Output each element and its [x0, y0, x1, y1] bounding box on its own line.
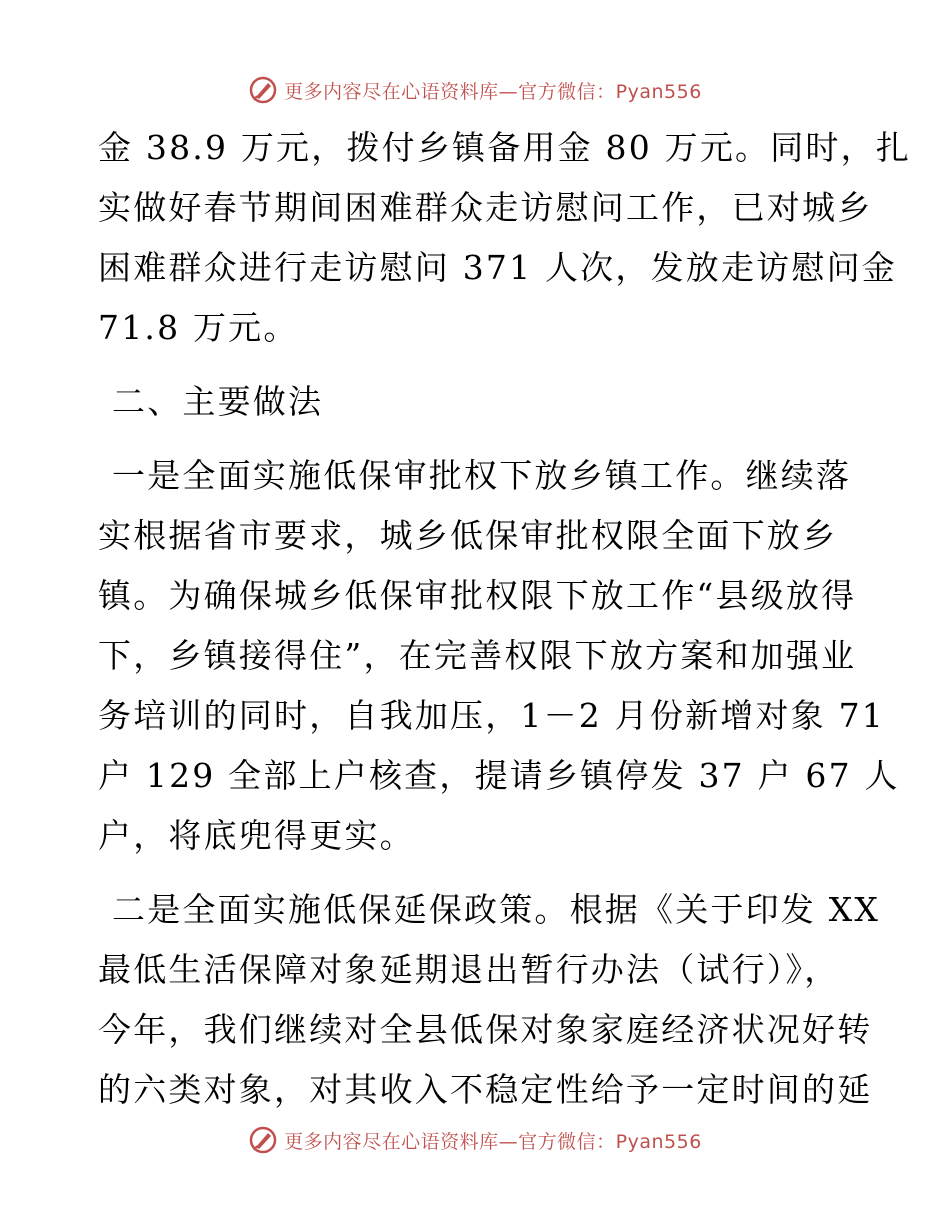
text-line: 镇。为确保城乡低保审批权限下放工作“县级放得 — [98, 576, 857, 615]
text-line: 的六类对象，对其收入不稳定性给予一定时间的延 — [98, 1070, 873, 1109]
text-line: 困难群众进行走访慰问 371 人次，发放走访慰问金 — [98, 248, 897, 287]
text-line: 最低生活保障对象延期退出暂行办法（试行）》， — [98, 950, 840, 989]
text-line: 户，将底兜得更实。 — [98, 816, 415, 855]
text-line: 户 129 全部上户核查，提请乡镇停发 37 户 67 人 — [98, 756, 900, 795]
quill-pen-logo-icon — [248, 75, 278, 105]
text-line: 金 38.9 万元，拨付乡镇备用金 80 万元。同时，扎 — [98, 128, 912, 167]
text-line: 二是全面实施低保延保政策。根据《关于印发 XX — [112, 890, 881, 929]
paragraph-extension-policy — [98, 880, 881, 1120]
footer-watermark-banner — [0, 1120, 950, 1160]
watermark-text: 更多内容尽在心语资料库—官方微信：Pyan556 — [284, 80, 702, 103]
text-line: 71.8 万元。 — [98, 308, 299, 347]
text-line: 下，乡镇接得住”，在完善权限下放方案和加强业 — [98, 636, 857, 675]
document-body — [98, 118, 912, 1120]
text-line: 实根据省市要求，城乡低保审批权限全面下放乡 — [98, 516, 838, 555]
text-line: 今年，我们继续对全县低保对象家庭经济状况好转 — [98, 1010, 873, 1049]
text-line: 实做好春节期间困难群众走访慰问工作，已对城乡 — [98, 188, 873, 227]
section-heading: 二、主要做法 — [112, 382, 324, 421]
text-line: 务培训的同时，自我加压，1－2 月份新增对象 71 — [98, 696, 885, 735]
text-line: 一是全面实施低保审批权下放乡镇工作。继续落 — [112, 456, 852, 495]
watermark-text: 更多内容尽在心语资料库—官方微信：Pyan556 — [284, 1130, 702, 1153]
quill-pen-logo-icon — [248, 1125, 278, 1155]
header-watermark-banner — [0, 70, 950, 110]
paragraph-approval-authority — [98, 446, 900, 866]
paragraph-funding — [98, 118, 912, 358]
